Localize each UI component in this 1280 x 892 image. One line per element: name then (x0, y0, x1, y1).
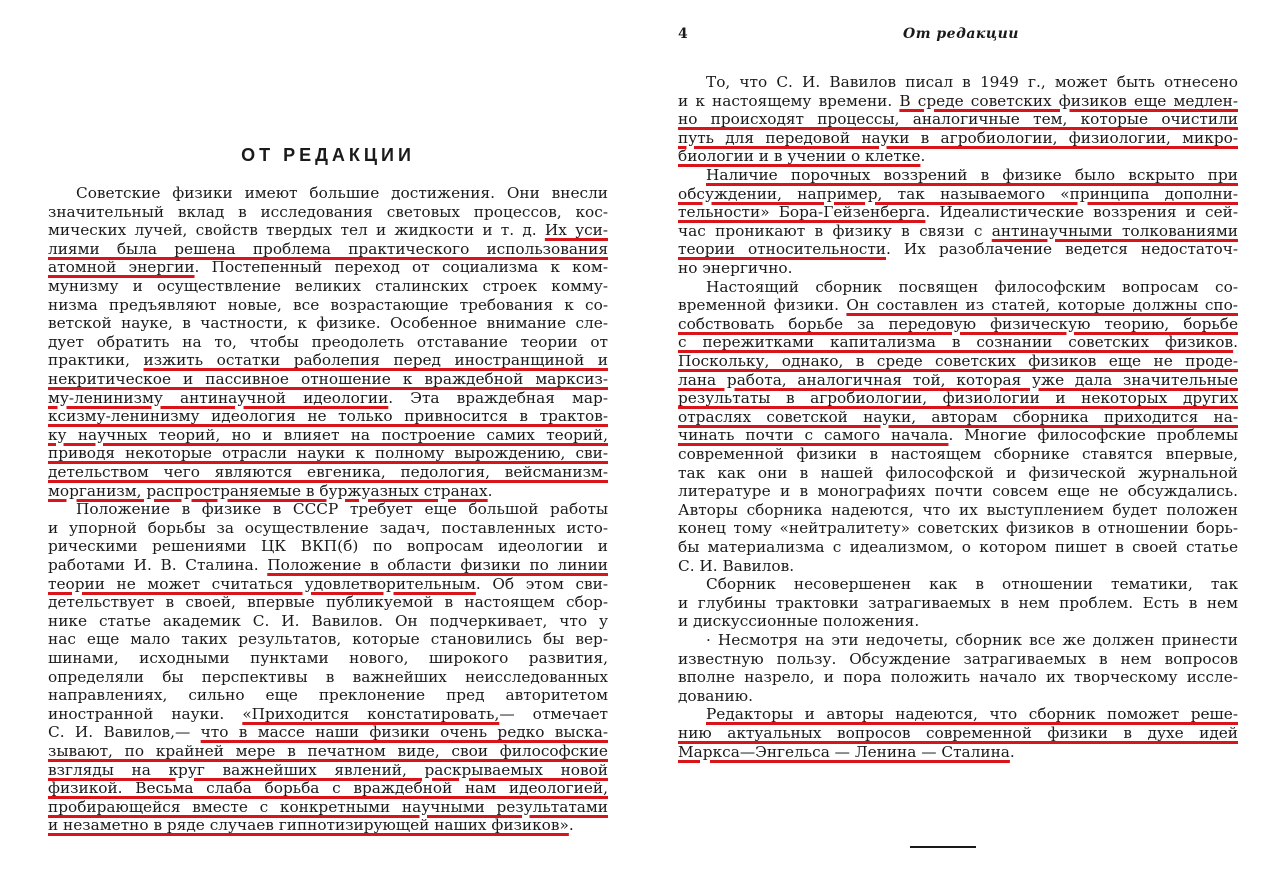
underlined-text: что в массе наши физики очень редко выска- (200, 723, 608, 742)
underlined-text: взгляды на круг важнейших явлений, раскрываемых новой (48, 760, 608, 779)
line-text: дует обратить на то, чтобы преодолеть отставание теории от (48, 332, 608, 351)
line-text: . (568, 816, 574, 835)
text-line (706, 165, 1238, 185)
line-text: Настоящий сборник посвящен философским вопросам со- (706, 277, 1238, 296)
line-text: С. И. Вавилов,— (48, 723, 201, 742)
underlined-text: Он составлен из статей, которые должны спо- (846, 296, 1238, 315)
text-line (48, 481, 608, 501)
page-title: ОТ РЕДАКЦИИ (241, 145, 415, 165)
text-line (678, 537, 1238, 557)
underlined-text: Положение в области физики по линии (267, 556, 608, 574)
line-text: . Многие философские проблемы (948, 426, 1238, 445)
line-text: и к настоящему времени. (678, 91, 900, 110)
line-text: рическими решениями ЦК ВКП(б) по вопросам идеологии и (48, 537, 608, 556)
line-text: вполне назрело, и пора положить начало их творческому иссле- (678, 668, 1238, 687)
text-line (678, 463, 1238, 483)
line-text: иностранной науки. (48, 704, 243, 723)
running-header (678, 26, 1238, 48)
line-text: значительный вклад в исследования световых процессов, кос- (48, 202, 608, 221)
underlined-text: ку научных теорий, но и влияет на построение самих теорий, (48, 425, 608, 444)
line-text: определяли бы перспективы в важнейших неисследованных (48, 667, 608, 686)
text-line (48, 257, 608, 277)
underlined-text: детельством чего являются евгеника, педология, вейсманизм- (48, 463, 608, 481)
line-text: известную пользу. Обсуждение затрагиваемых в нем вопросов (678, 649, 1238, 668)
text-line (48, 295, 608, 315)
running-title: От редакции (903, 26, 1019, 42)
text-line (678, 332, 1238, 352)
line-text: и упорной борьбы за осуществление задач, поставленных исто- (48, 518, 608, 537)
underlined-text: антинаучными толкованиями (991, 221, 1238, 240)
underlined-text: чинать почти с самого начала (678, 426, 949, 445)
underlined-text: атомной энергии (48, 258, 195, 277)
text-line (48, 406, 608, 426)
text-line (76, 183, 608, 203)
line-text: . Их разоблачение ведется недостаточ- (886, 240, 1238, 259)
text-line (48, 369, 608, 389)
underlined-text: теории относительности (678, 240, 886, 259)
underlined-text: обсуждении, например, так называемого «принципа дополни- (678, 184, 1238, 203)
text-line (706, 630, 1238, 650)
underlined-text: лиями была решена проблема практического использования (48, 239, 608, 258)
line-text: Советские физики имеют большие достижения. Они внесли (76, 184, 608, 202)
text-line (678, 667, 1238, 687)
text-line (48, 443, 608, 463)
text-line (678, 221, 1238, 241)
underlined-text: морганизм, распространяемые в буржуазных странах (48, 481, 488, 500)
line-text: . (487, 481, 493, 500)
text-line (48, 815, 608, 835)
line-text: нике статье академик С. И. Вавилов. Он подчеркивает, что у (48, 611, 608, 630)
text-line (678, 146, 1238, 166)
underlined-text: физикой. Весьма слаба борьба с враждебной нам идеологией, (48, 779, 608, 798)
underlined-text: собствовать борьбе за передовую физическую теорию, борьбе (678, 314, 1238, 333)
underlined-text: «Приходится констатировать, (242, 704, 500, 723)
text-line (48, 202, 608, 222)
text-line (48, 536, 608, 556)
underlined-text: пробирающейся вместе с конкретными научными результатами (48, 797, 608, 816)
text-line (678, 556, 1238, 576)
line-text: · Несмотря на эти недочеты, сборник все же должен принести (706, 631, 1238, 649)
text-line (678, 351, 1238, 371)
text-line (48, 555, 608, 575)
text-line (678, 370, 1238, 390)
underlined-text: с пережитками капитализма в сознании советских физиков (678, 333, 1234, 352)
line-text: . Об этом сви- (475, 574, 608, 593)
text-line (706, 574, 1238, 594)
text-line (48, 778, 608, 798)
text-line (678, 742, 1238, 762)
right-page (650, 0, 1280, 892)
line-text: мических лучей, свойств твердых тел и жидкости и т. д. (48, 221, 545, 240)
text-line (48, 629, 608, 649)
text-line (678, 518, 1238, 538)
text-line (706, 704, 1238, 724)
text-line (678, 128, 1238, 148)
underlined-text: теории не может считаться удовлетворительным (48, 574, 476, 593)
text-line (48, 425, 608, 445)
text-line (48, 722, 608, 742)
underlined-text: лана работа, аналогичная той, которая уже дала значительные (678, 370, 1238, 389)
end-rule (910, 846, 976, 848)
underlined-text: и незаметно в ряде случаев гипнотизирующей наших физиков» (48, 816, 569, 835)
text-line (48, 741, 608, 761)
line-text: практики, (48, 351, 144, 370)
line-text: — отмечает (499, 704, 608, 723)
underlined-text: Поскольку, однако, в среде советских физиков еще не проде- (678, 352, 1238, 370)
line-text: . Эта враждебная мар- (388, 388, 608, 407)
text-line (706, 277, 1238, 297)
line-text: детельствует в своей, впервые публикуемой в настоящем сбор- (48, 593, 608, 612)
underlined-text: результаты в агробиологии, физиологии и некоторых других (678, 389, 1238, 408)
underlined-text: Их уси- (544, 221, 608, 240)
underlined-text: му-ленинизму антинаучной идеологии (48, 388, 389, 407)
underlined-text: но происходят процессы, аналогичные тем, которые очистили (678, 110, 1238, 129)
text-line (48, 797, 608, 817)
text-line (678, 500, 1238, 520)
left-page (0, 0, 630, 892)
line-text: и глубины трактовки затрагиваемых в нем проблем. Есть в нем (678, 593, 1238, 612)
text-line (678, 91, 1238, 111)
underlined-text: приводя некоторые отрасли науки к полному вырождению, сви- (48, 444, 608, 463)
line-text: . (920, 147, 926, 166)
text-line (678, 611, 1238, 631)
text-line (678, 184, 1238, 204)
text-line (48, 276, 608, 296)
underlined-text: нию актуальных вопросов современной физики в духе идей (678, 724, 1238, 742)
text-line (48, 667, 608, 687)
underlined-text: Маркса—Энгельса — Ленина — Сталина (678, 742, 1010, 761)
text-line (678, 425, 1238, 445)
underlined-text: отраслях советской науки, авторам сборника приходится на- (678, 407, 1238, 426)
text-line (678, 295, 1238, 315)
underlined-text: путь для передовой науки в агробиологии, физиологии, микро- (678, 128, 1238, 147)
text-line (48, 685, 608, 705)
underlined-text: В среде советских физиков еще медлен- (899, 91, 1238, 110)
underlined-text: ксизму-ленинизму идеология не только привносится в трактов- (48, 407, 608, 426)
line-text: современной физики в настоящем сборнике ставятся впервые, (678, 445, 1238, 463)
text-line (48, 592, 608, 612)
line-text: временной физики. (678, 296, 847, 315)
line-text: Положение в физике в СССР требует еще большой работы (76, 500, 608, 519)
line-text: . Идеалистические воззрения и сей- (925, 203, 1238, 222)
line-text: мунизму и осуществление великих сталинских строек комму- (48, 277, 608, 295)
text-line (48, 313, 608, 333)
text-line (48, 648, 608, 668)
line-text: нас еще мало таких результатов, которые становились бы вер- (48, 630, 608, 649)
text-line (48, 704, 608, 724)
text-line (48, 388, 608, 408)
line-text: . (1009, 742, 1015, 761)
line-text: и дискуссионные положения. (678, 612, 920, 631)
line-text: бы материализма с идеализмом, о котором пишет в своей статье (678, 538, 1238, 556)
text-line (48, 611, 608, 631)
line-text: направлениях, сильно еще преклонение пред авторитетом (48, 686, 608, 705)
underlined-text: биологии и в учении о клетке (678, 147, 921, 166)
text-line (76, 499, 608, 519)
text-line (678, 407, 1238, 427)
line-text: . Постепенный переход от социализма к ком- (194, 258, 608, 277)
text-line (678, 649, 1238, 669)
text-line (678, 388, 1238, 408)
page-number: 4 (678, 26, 688, 42)
line-text: То, что С. И. Вавилов писал в 1949 г., может быть отнесено (706, 73, 1238, 91)
line-text: . (1233, 333, 1238, 352)
text-line (678, 258, 1238, 278)
line-text: ветской науке, в частности, к физике. Особенное внимание сле- (48, 314, 608, 333)
underlined-text: некритическое и пассивное отношение к враждебной марксиз- (48, 370, 608, 388)
underlined-text: изжить остатки раболепия перед иностранщиной и (143, 351, 609, 370)
text-line (48, 518, 608, 538)
line-text: дованию. (678, 686, 753, 705)
text-line (678, 239, 1238, 259)
line-text: Авторы сборника надеются, что их выступлением будет положен (678, 500, 1238, 519)
underlined-text: зывают, по крайней мере в печатном виде, свои философские (48, 742, 608, 760)
underlined-text: Редакторы и авторы надеются, что сборник поможет реше- (706, 705, 1238, 724)
text-line (678, 723, 1238, 743)
line-text: час проникают в физику в связи с (678, 221, 992, 240)
text-line (678, 202, 1238, 222)
text-line (678, 481, 1238, 501)
text-line (48, 350, 608, 370)
line-text: литературе и в монографиях почти совсем еще не обсуждались. (678, 482, 1238, 501)
text-line (48, 332, 608, 352)
text-line (678, 109, 1238, 129)
line-text: низма предъявляют новые, все возрастающие требования к со- (48, 295, 608, 314)
text-line (48, 760, 608, 780)
text-line (48, 574, 608, 594)
line-text: но энергично. (678, 259, 793, 277)
text-line (48, 239, 608, 259)
line-text: шинами, исходными пунктами нового, широкого развития, (48, 649, 608, 667)
line-text: работами И. В. Сталина. (48, 556, 268, 574)
text-line (678, 444, 1238, 464)
line-text: С. И. Вавилов. (678, 556, 795, 575)
text-line (678, 593, 1238, 613)
text-line (48, 462, 608, 482)
text-line (48, 220, 608, 240)
line-text: Сборник несовершенен как в отношении тематики, так (706, 575, 1238, 594)
underlined-text: Наличие порочных воззрений в физике было вскрыто при (706, 166, 1238, 184)
line-text: так как они в нашей философской и физической журнальной (678, 463, 1238, 482)
text-line (678, 686, 1238, 706)
line-text: конец тому «нейтралитету» советских физиков в отношении борь- (678, 519, 1238, 538)
text-line (678, 314, 1238, 334)
underlined-text: тельности» Бора-Гейзенберга (678, 203, 926, 222)
text-line (706, 72, 1238, 92)
